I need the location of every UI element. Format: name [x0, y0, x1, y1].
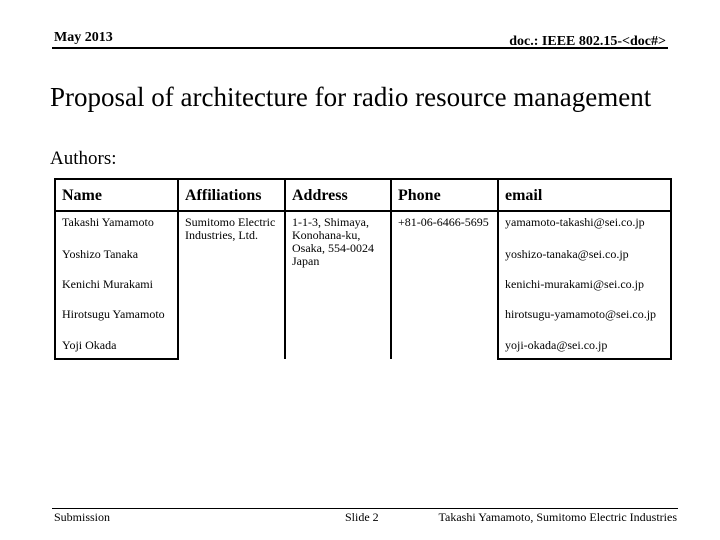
table-row: [55, 211, 671, 244]
header-address: Address: [285, 179, 391, 211]
header-phone: Phone: [391, 179, 498, 211]
author-email: yoji-okada@sei.co.jp: [498, 335, 671, 359]
header-divider: [52, 47, 668, 49]
slide-title: Proposal of architecture for radio resource management: [50, 82, 652, 112]
footer-slide-number: Slide 2: [345, 510, 379, 524]
footer-divider: [52, 508, 678, 509]
authors-table: [54, 178, 672, 360]
author-email: hirotsugu-yamamoto@sei.co.jp: [498, 304, 671, 335]
authors-label: Authors:: [50, 148, 117, 169]
author-email: kenichi-murakami@sei.co.jp: [498, 274, 671, 304]
author-phone: +81-06-6466-5695: [391, 211, 498, 359]
table-header-row: [55, 179, 671, 211]
author-name: Yoshizo Tanaka: [55, 244, 178, 274]
footer-submission: Submission: [54, 510, 111, 524]
footer-author: Takashi Yamamoto, Sumitomo Electric Industries: [438, 510, 677, 524]
author-affiliation: Sumitomo Electric Industries, Ltd.: [178, 211, 285, 359]
author-email: yoshizo-tanaka@sei.co.jp: [498, 244, 671, 274]
author-email: yamamoto-takashi@sei.co.jp: [498, 211, 671, 244]
author-name: Kenichi Murakami: [55, 274, 178, 304]
header-date: May 2013: [54, 30, 113, 45]
header-email: email: [498, 179, 671, 211]
header-doc-number: doc.: IEEE 802.15-<doc#>: [509, 34, 666, 49]
author-name: Yoji Okada: [55, 335, 178, 359]
header-name: Name: [55, 179, 178, 211]
author-name: Hirotsugu Yamamoto: [55, 304, 178, 335]
header-affiliations: Affiliations: [178, 179, 285, 211]
author-name: Takashi Yamamoto: [55, 211, 178, 244]
author-address: 1-1-3, Shimaya, Konohana-ku, Osaka, 554-0024 Japan: [285, 211, 391, 359]
